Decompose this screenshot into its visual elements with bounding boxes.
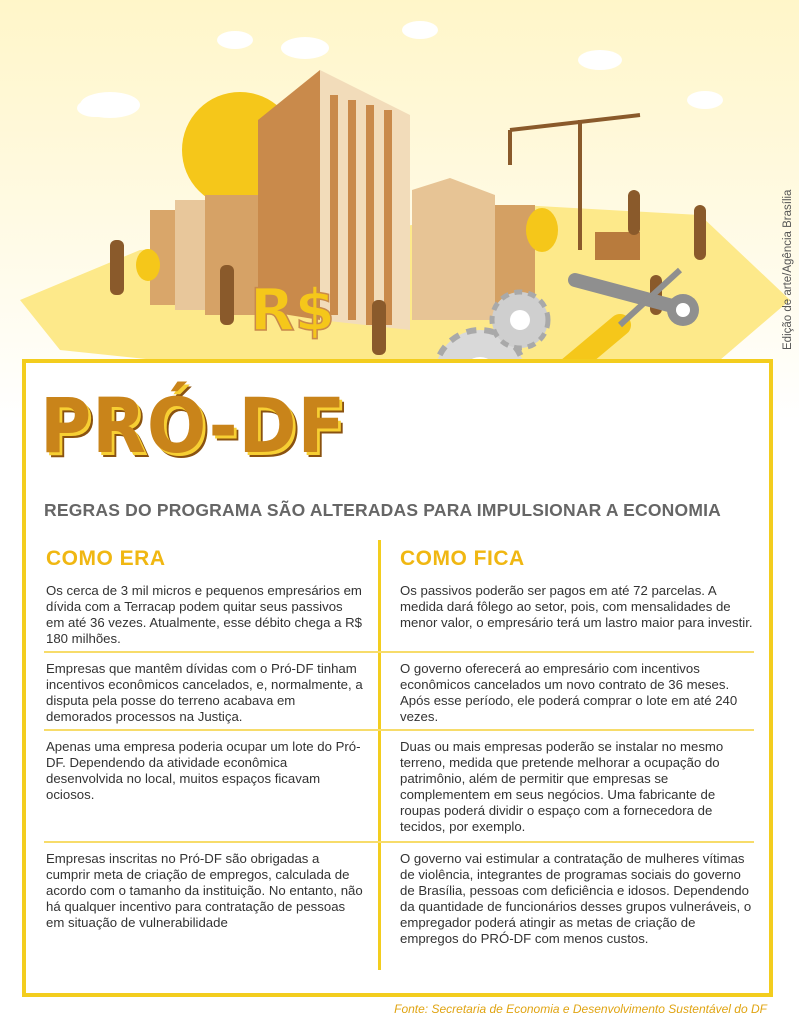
row-4-before: Empresas inscritas no Pró-DF são obrigadas a cumprir meta de criação de empregos, calculada de acordo com o tamanho da instituição. No entanto, não há qualquer incentivo para contratação de pessoas em situação de vulnerabilidade [46,851,363,930]
source-note: Fonte: Secretaria de Economia e Desenvolvimento Sustentável do DF [394,1002,767,1016]
column-heading-before: COMO ERA [46,547,166,570]
row-3-after: Duas ou mais empresas poderão se instalar no mesmo terreno, medida que pretende melhorar a ocupação do patrimônio, além de permitir que empresas se complementem em seus negócios. Uma fabricante de roupas poderá dividir o espaço com a fornecedora de tecidos, por exemplo. [400,739,724,834]
row-2-after: O governo oferecerá ao empresário com incentivos econômicos cancelados um novo contrato de 36 meses. Após esse período, ele poderá comprar o lote em até 240 vezes. [400,661,738,724]
row-4-after: O governo vai estimular a contratação de mulheres vítimas de violência, integrantes de programas sociais do governo de Brasília, pessoas com deficiência e idosos. Dependendo da quantidade de funcionários desses grupos vulneráveis, o empregador poderá atingir as metas de criação de empregos do PRÓ-DF com menos custos. [400,851,752,946]
row-divider [44,651,754,653]
row-1-after: Os passivos poderão ser pagos em até 72 parcelas. A medida dará fôlego ao setor, pois, com mensalidades de menor valor, o empresário terá um lastro maior para investir. [400,583,753,630]
row-divider [44,729,754,731]
column-heading-after: COMO FICA [400,547,525,570]
hero-illustration [0,0,799,420]
row-3-before: Apenas uma empresa poderia ocupar um lote do Pró-DF. Dependendo da atividade econômica desenvolvida no local, muitos espaços ficavam ociosos. [46,739,361,802]
row-1-before: Os cerca de 3 mil micros e pequenos empresários em dívida com a Terracap podem quitar seus passivos em até 36 vezes. Atualmente, esse débito chega a R$ 180 milhões. [46,583,362,646]
currency-symbol: R$ [250,276,336,344]
page-subtitle: REGRAS DO PROGRAMA SÃO ALTERADAS PARA IMPULSIONAR A ECONOMIA [44,500,722,520]
cloud-icon [77,21,723,118]
crane-base [595,232,640,260]
art-credit: Edição de arte/Agência Brasília [782,189,794,350]
buildings-left [150,195,260,315]
column-divider [378,540,381,970]
page-title: PRÓ-DF [40,381,347,470]
row-2-before: Empresas que mantêm dívidas com o Pró-DF tinham incentivos econômicos cancelados, e, normalmente, a disputa pela posse do terreno acabava em demorados processos na Justiça. [46,661,363,724]
city-construction-illustration [0,0,799,420]
row-divider [44,841,754,843]
